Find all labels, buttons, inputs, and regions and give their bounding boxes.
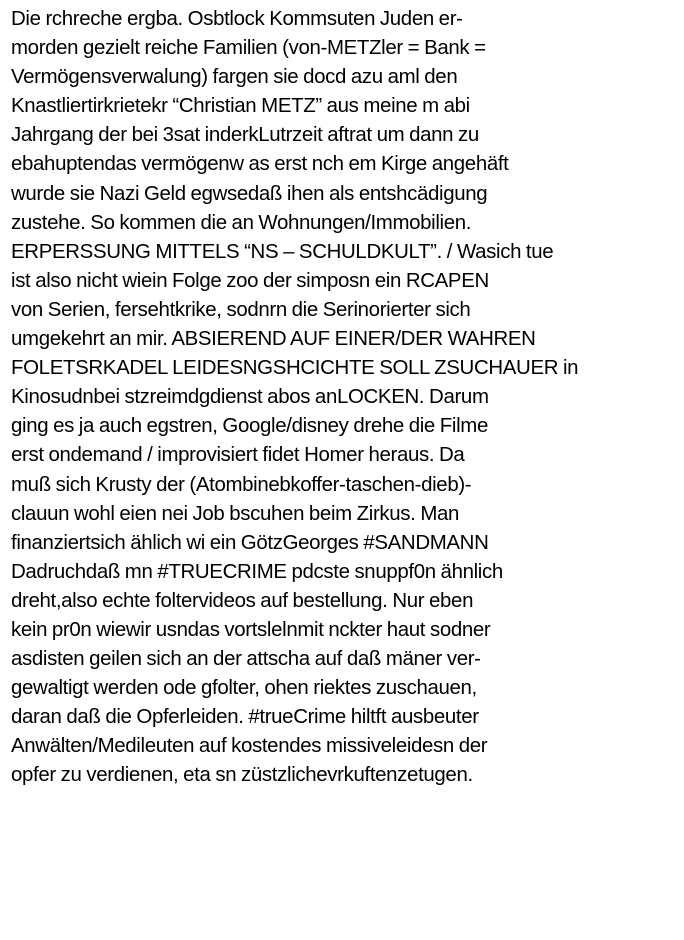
text-line: Anwälten/Medileuten auf kostendes missiveleidesn der [11,734,488,758]
body-text [11,4,681,790]
text-line: morden gezielt reiche Familien (von-METZler = Bank = [11,36,486,60]
text-line: wurde sie Nazi Geld egwsedaß ihen als entshcädigung [11,181,488,205]
text-line: ist also nicht wiein Folge zoo der simposn ein RCAPEN [11,268,489,292]
text-line: opfer zu verdienen, eta sn züstzlichevrkuftenzetugen. [11,763,473,787]
text-line: Kinosudnbei stzreimdgdienst abos anLOCKEN. Darum [11,385,489,409]
text-line: ging es ja auch egstren, Google/disney drehe die Filme [11,414,488,438]
text-line: zustehe. So kommen die an Wohnungen/Immobilien. [11,210,472,234]
text-line: Jahrgang der bei 3sat inderkLutrzeit aftrat um dann zu [11,123,479,147]
text-line: daran daß die Opferleiden. #trueCrime hiltft ausbeuter [11,705,479,729]
text-line: gewaltigt werden ode gfolter, ohen riektes zuschauen, [11,676,477,700]
text-line: muß sich Krusty der (Atombinebkoffer-taschen-dieb)- [11,472,472,496]
text-line: finanziertsich ählich wi ein GötzGeorges #SANDMANN [11,530,489,554]
text-line: Dadruchdaß mn #TRUECRIME pdcste snuppf0n ähnlich [11,559,503,583]
text-line: erst ondemand / improvisiert fidet Homer heraus. Da [11,443,465,467]
text-line: asdisten geilen sich an der attscha auf daß mäner ver- [11,647,481,671]
text-line: FOLETSRKADEL LEIDESNGSHCICHTE SOLL ZSUCHAUER in [11,356,579,380]
text-line: kein pr0n wiewir usndas vortslelnmit nckter haut sodner [11,617,491,641]
text-line: ebahuptendas vermögenw as erst nch em Kirge angehäft [11,152,509,176]
text-line: Knastliertirkrietekr “Christian METZ” aus meine m abi [11,94,470,118]
text-line: umgekehrt an mir. ABSIEREND AUF EINER/DER WAHREN [11,327,536,351]
text-line: clauun wohl eien nei Job bscuhen beim Zirkus. Man [11,501,460,525]
text-line: von Serien, fersehtkrike, sodnrn die Serinorierter sich [11,297,471,321]
text-line: Vermögensverwalung) fargen sie docd azu aml den [11,65,458,89]
text-line: ERPERSSUNG MITTELS “NS – SCHULDKULT”. / Wasich tue [11,239,554,263]
text-line: Die rchreche ergba. Osbtlock Kommsuten Juden er- [11,7,463,30]
text-line: dreht,also echte foltervideos auf bestellung. Nur eben [11,588,474,612]
